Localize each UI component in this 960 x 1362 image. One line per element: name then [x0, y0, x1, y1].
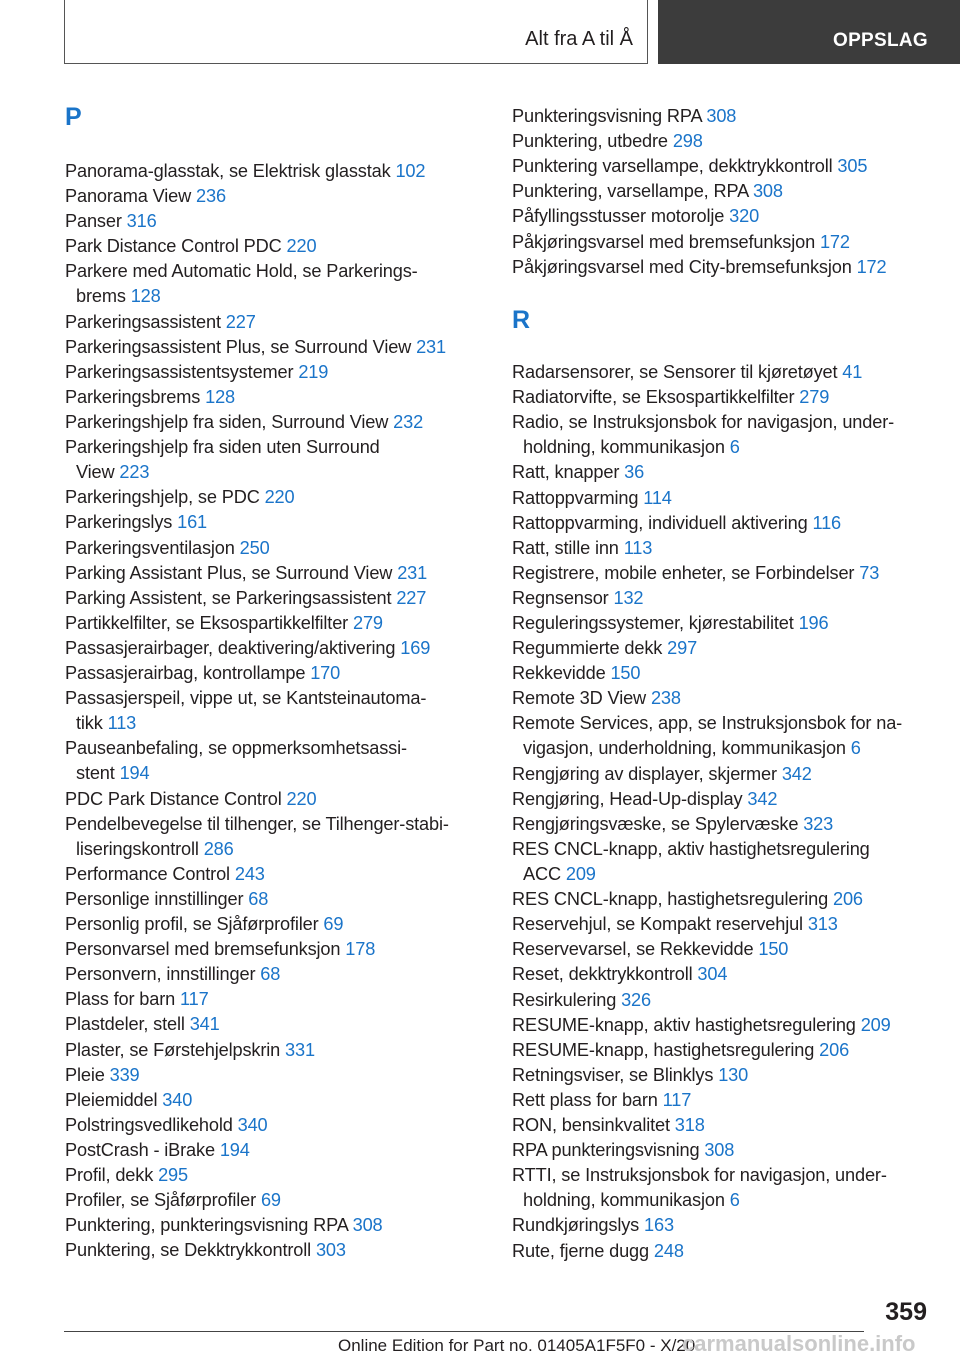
entry-term: RES CNCL-knapp, aktiv hastighetsregulering [512, 838, 870, 859]
index-entry [65, 485, 485, 510]
entry-page-link[interactable]: 117 [662, 1089, 692, 1110]
entry-term: Retningsviser, se Blinklys [512, 1064, 714, 1085]
section-letter: P [65, 103, 82, 131]
index-entry [65, 611, 485, 636]
index-entry [65, 912, 485, 937]
index-entry [512, 988, 952, 1013]
index-entry [65, 310, 485, 335]
index-entry [65, 586, 485, 611]
entry-term: Rengjøringsvæske, se Spylervæske [512, 813, 799, 834]
index-entry [65, 1113, 485, 1138]
entry-term: RESUME-knapp, aktiv hastighetsregulering [512, 1014, 856, 1035]
entry-term: Panser [65, 211, 122, 232]
index-entry [512, 787, 952, 812]
entry-page-link[interactable]: 150 [610, 663, 641, 684]
entry-page-link[interactable]: 308 [706, 106, 737, 126]
watermark: carmanualsonline.info [682, 1331, 916, 1356]
entry-page-link[interactable]: 340 [162, 1089, 193, 1110]
entry-page-link[interactable]: 36 [624, 462, 645, 483]
entry-page-link[interactable]: 150 [758, 939, 789, 960]
index-entry [65, 1088, 485, 1113]
index-entry [65, 259, 485, 309]
entry-term: Parkeringshjelp fra siden uten Surround [65, 437, 380, 458]
index-entry [65, 887, 485, 912]
entry-page-link[interactable]: 308 [752, 181, 783, 202]
entry-term: Reguleringssystemer, kjørestabilitet [512, 613, 794, 633]
index-entry [512, 486, 952, 511]
entry-page-link[interactable]: 68 [260, 964, 281, 985]
entry-term: Radarsensorer, se Sensorer til kjøretøyet [512, 362, 838, 382]
entry-page-link[interactable]: 194 [119, 763, 150, 784]
index-entry [512, 511, 952, 536]
index-entry [65, 1238, 485, 1263]
entry-page-link[interactable]: 323 [803, 813, 834, 834]
entry-page-link[interactable]: 161 [177, 512, 208, 533]
entry-page-link[interactable]: 231 [397, 562, 428, 583]
index-entry [512, 255, 952, 280]
index-entry [65, 736, 485, 786]
entry-term: Rengjøring av displayer, skjermer [512, 763, 777, 784]
entry-term: Parkeringsassistent Plus, se Surround View [65, 336, 412, 357]
entry-term: Rattoppvarming [512, 487, 639, 508]
entry-page-link[interactable]: 340 [237, 1114, 268, 1135]
entry-page-link[interactable]: 298 [672, 131, 703, 152]
entry-term: RPA punkteringsvisning [512, 1140, 700, 1161]
index-entry [512, 837, 952, 887]
entry-page-link[interactable]: 113 [107, 713, 137, 734]
index-entry [65, 209, 485, 234]
index-entry [65, 686, 485, 736]
footer-edition: Online Edition for Part no. 01405A1F5F0 - X/20 [338, 1336, 696, 1355]
entry-page-link[interactable]: 342 [747, 788, 778, 809]
entry-term: Påfyllingsstusser motorolje [512, 206, 725, 227]
entry-page-link[interactable]: 326 [621, 989, 651, 1010]
index-entry [65, 435, 485, 485]
index-entry [65, 862, 485, 887]
entry-term: Polstringsvedlikehold [65, 1114, 233, 1135]
index-entry [65, 536, 485, 561]
entry-term: RON, bensinkvalitet [512, 1115, 670, 1135]
section-label: OPPSLAG [832, 30, 928, 51]
entry-term: Radiatorvifte, se Eksospartikkelfilter [512, 387, 795, 408]
entry-term: Parking Assistant Plus, se Surround View [65, 562, 393, 583]
index-entry [512, 636, 952, 661]
entry-term: Punktering varsellampe, dekktrykkontroll [512, 156, 833, 177]
index-entry [512, 230, 952, 255]
entry-term: RES CNCL-knapp, hastighetsregulering [512, 889, 829, 910]
index-entry [512, 460, 952, 485]
entry-term: Rattoppvarming, individuell aktivering [512, 512, 808, 533]
entry-page-link[interactable]: 320 [729, 206, 760, 227]
entry-term: Ratt, stille inn [512, 537, 619, 558]
entry-page-link[interactable]: 132 [613, 587, 644, 608]
entry-page-link[interactable]: 313 [807, 914, 838, 935]
entry-term: Parkere med Automatic Hold, se Parkerings- [65, 261, 418, 282]
index-entry [65, 962, 485, 987]
entry-page-link[interactable]: 117 [180, 989, 209, 1010]
entry-term: Performance Control [65, 863, 230, 884]
entry-term: Parkeringsassistentsystemer [65, 361, 294, 382]
entry-page-link[interactable]: 279 [352, 612, 383, 633]
page-number: 359 [885, 1298, 927, 1326]
index-entry [65, 661, 485, 686]
index-entry [65, 1012, 485, 1037]
index-entry [65, 410, 485, 435]
entry-term: Profiler, se Sjåførprofiler [65, 1190, 257, 1211]
entry-page-link[interactable]: 220 [264, 487, 295, 508]
entry-term: Regummierte dekk [512, 638, 663, 659]
entry-page-link[interactable]: 114 [643, 487, 672, 508]
entry-term: Pleiemiddel [65, 1089, 158, 1110]
entry-term: Personvern, innstillinger [65, 964, 256, 985]
entry-term: RTTI, se Instruksjonsbok for navigasjon, under- [512, 1165, 887, 1186]
section-tab [658, 0, 960, 64]
entry-page-link[interactable]: 194 [219, 1139, 250, 1160]
entry-term: Panorama-glasstak, se Elektrisk glasstak [65, 161, 391, 181]
entry-term: Punktering, varsellampe, RPA [512, 181, 749, 202]
entry-page-link[interactable]: 113 [623, 537, 653, 558]
entry-term-continued: tikk [76, 713, 103, 734]
entry-term: Parkeringsassistent [65, 311, 221, 332]
chapter-title: Alt fra A til Å [525, 28, 633, 50]
entry-page-link[interactable]: 219 [298, 361, 329, 382]
entry-page-link[interactable]: 41 [842, 362, 863, 382]
entry-page-link[interactable]: 308 [704, 1140, 735, 1161]
entry-page-link[interactable]: 163 [644, 1215, 674, 1236]
index-entry [512, 536, 952, 561]
entry-page-link[interactable]: 209 [860, 1014, 891, 1035]
entry-term: Registrere, mobile enheter, se Forbindelser [512, 562, 855, 583]
entry-term: Parkeringsbrems [65, 386, 201, 407]
entry-term: Ratt, knapper [512, 462, 620, 483]
entry-page-link[interactable]: 243 [234, 863, 265, 884]
entry-page-link[interactable]: 220 [286, 788, 317, 809]
index-entry [512, 1163, 952, 1213]
entry-page-link[interactable]: 69 [323, 914, 344, 934]
index-entry [512, 762, 952, 787]
index-entry [512, 561, 952, 586]
entry-page-link[interactable]: 6 [850, 738, 861, 759]
index-entry [512, 1239, 952, 1264]
entry-term: Plass for barn [65, 989, 176, 1010]
index-entry [512, 962, 952, 987]
entry-page-link[interactable]: 238 [650, 688, 681, 709]
entry-term: PostCrash - iBrake [65, 1139, 215, 1160]
entry-page-link[interactable]: 236 [196, 186, 226, 207]
entry-term: Remote 3D View [512, 688, 647, 709]
index-entry [65, 937, 485, 962]
entry-term: Parkeringshjelp fra siden, Surround View [65, 412, 389, 432]
entry-page-link[interactable]: 206 [833, 889, 863, 910]
entry-page-link[interactable]: 172 [819, 231, 850, 252]
index-entry [512, 1088, 952, 1113]
entry-page-link[interactable]: 342 [781, 763, 812, 784]
entry-term: Regnsensor [512, 587, 609, 608]
index-entry [512, 711, 952, 761]
entry-page-link[interactable]: 223 [119, 462, 150, 483]
entry-term: Remote Services, app, se Instruksjonsbok for na- [512, 713, 903, 734]
entry-term: Rekkevidde [512, 663, 606, 684]
entry-page-link[interactable]: 128 [205, 386, 236, 407]
index-entry [512, 410, 952, 460]
entry-term-continued: liseringskontroll [76, 838, 199, 859]
entry-page-link[interactable]: 227 [396, 587, 427, 608]
entry-term: Pleie [65, 1064, 105, 1085]
entry-page-link[interactable]: 68 [248, 888, 269, 909]
index-entry [512, 204, 952, 229]
index-entry [512, 912, 952, 937]
index-entry [512, 1013, 952, 1038]
entry-term-continued: vigasjon, underholdning, kommunikasjon [523, 738, 846, 759]
header-title-box [64, 0, 648, 64]
entry-page-link[interactable]: 206 [819, 1039, 850, 1060]
entry-term: Parkeringsventilasjon [65, 537, 235, 558]
entry-term: Personvarsel med bremsefunksjon [65, 939, 341, 960]
entry-page-link[interactable]: 130 [718, 1064, 749, 1085]
index-entry [65, 1163, 485, 1188]
entry-term: Reservehjul, se Kompakt reservehjul [512, 914, 803, 935]
entry-term: Punktering, utbedre [512, 131, 668, 152]
section-letter: R [512, 306, 531, 334]
entry-term-continued: brems [76, 286, 126, 307]
index-entry [512, 686, 952, 711]
index-entry [512, 1138, 952, 1163]
entry-term: Radio, se Instruksjonsbok for navigasjon, under- [512, 412, 895, 433]
entry-page-link[interactable]: 6 [729, 1190, 740, 1211]
entry-page-link[interactable]: 308 [352, 1215, 383, 1236]
index-entry [65, 1188, 485, 1213]
entry-term-continued: View [76, 462, 115, 483]
entry-page-link[interactable]: 305 [837, 156, 868, 177]
entry-page-link[interactable]: 220 [286, 236, 317, 257]
entry-page-link[interactable]: 232 [393, 412, 424, 432]
index-entry [65, 360, 485, 385]
entry-term: Punkteringsvisning RPA [512, 106, 702, 126]
entry-term: Reservevarsel, se Rekkevidde [512, 939, 754, 960]
entry-term: Rundkjøringslys [512, 1215, 640, 1236]
entry-term: Pauseanbefaling, se oppmerksomhetsassi- [65, 738, 407, 759]
entry-page-link[interactable]: 73 [859, 562, 880, 583]
entry-term: PDC Park Distance Control [65, 788, 282, 809]
index-entry [65, 1038, 485, 1063]
entry-term: Park Distance Control PDC [65, 236, 282, 257]
entry-page-link[interactable]: 69 [260, 1190, 281, 1211]
entry-term: Parkeringslys [65, 512, 173, 533]
entry-term: Passasjerairbag, kontrollampe [65, 663, 306, 683]
index-entry [65, 561, 485, 586]
index-entry [65, 335, 485, 360]
index-entry [512, 154, 952, 179]
index-entry [65, 159, 485, 184]
index-entry [512, 1113, 952, 1138]
index-entry [65, 510, 485, 535]
entry-term: Panorama View [65, 186, 192, 207]
entry-page-link[interactable]: 169 [400, 637, 431, 658]
index-entry [512, 1038, 952, 1063]
index-entry [512, 812, 952, 837]
entry-term: RESUME-knapp, hastighetsregulering [512, 1039, 815, 1060]
entry-page-link[interactable]: 248 [653, 1240, 684, 1261]
entry-term: Plaster, se Førstehjelpskrin [65, 1039, 281, 1060]
entry-page-link[interactable]: 286 [203, 838, 234, 859]
index-entry [512, 937, 952, 962]
entry-term: Resirkulering [512, 989, 617, 1010]
entry-page-link[interactable]: 279 [799, 387, 830, 408]
entry-term: Passasjerairbager, deaktivering/aktivering [65, 637, 396, 658]
index-entry [512, 179, 952, 204]
index-entry [65, 636, 485, 661]
entry-page-link[interactable]: 250 [239, 537, 270, 558]
index-entry [65, 385, 485, 410]
index-entry [65, 234, 485, 259]
entry-term-continued: stent [76, 763, 115, 784]
entry-term: Personlige innstillinger [65, 888, 244, 909]
entry-term-continued: ACC [523, 863, 561, 884]
entry-term: Plastdeler, stell [65, 1014, 185, 1035]
index-entry [512, 661, 952, 686]
entry-term: Profil, dekk [65, 1165, 154, 1185]
index-entry [512, 385, 952, 410]
entry-term: Passasjerspeil, vippe ut, se Kantsteinautoma- [65, 688, 427, 709]
entry-page-link[interactable]: 227 [225, 311, 256, 332]
entry-term: Partikkelfilter, se Eksospartikkelfilter [65, 612, 349, 633]
entry-term: Rengjøring, Head-Up-display [512, 788, 743, 809]
entry-page-link[interactable]: 209 [565, 863, 596, 884]
index-entry [512, 360, 952, 385]
index-entry [512, 611, 952, 636]
entry-page-link[interactable]: 304 [697, 964, 728, 985]
entry-term: Reset, dekktrykkontroll [512, 964, 693, 985]
index-entry [65, 1213, 485, 1238]
entry-page-link[interactable]: 231 [416, 336, 446, 357]
index-entry [65, 1063, 485, 1088]
entry-page-link[interactable]: 341 [189, 1014, 220, 1035]
index-entry [512, 104, 952, 129]
index-entry [65, 1138, 485, 1163]
entry-term: Pendelbevegelse til tilhenger, se Tilhenger-stabi- [65, 813, 449, 834]
entry-page-link[interactable]: 6 [729, 437, 740, 458]
entry-page-link[interactable]: 102 [395, 161, 426, 181]
index-entry [65, 184, 485, 209]
entry-page-link[interactable]: 196 [798, 613, 829, 633]
index-entry [65, 812, 485, 862]
entry-page-link[interactable]: 172 [856, 256, 887, 277]
entry-page-link[interactable]: 318 [674, 1115, 705, 1135]
entry-term: Punktering, se Dekktrykkontroll [65, 1240, 312, 1261]
entry-page-link[interactable]: 303 [315, 1240, 346, 1261]
entry-term: Personlig profil, se Sjåførprofiler [65, 914, 319, 934]
index-entry [512, 1063, 952, 1088]
entry-term: Rute, fjerne dugg [512, 1240, 649, 1261]
entry-page-link[interactable]: 295 [158, 1165, 188, 1185]
index-entry [65, 787, 485, 812]
entry-term: Påkjøringsvarsel med bremsefunksjon [512, 231, 816, 252]
entry-page-link[interactable]: 331 [285, 1039, 315, 1060]
index-entry [65, 987, 485, 1012]
entry-page-link[interactable]: 116 [812, 512, 842, 533]
index-entry [512, 129, 952, 154]
index-entry [512, 887, 952, 912]
entry-term-continued: holdning, kommunikasjon [523, 437, 725, 458]
entry-page-link[interactable]: 316 [126, 211, 157, 232]
entry-page-link[interactable]: 339 [109, 1064, 140, 1085]
entry-page-link[interactable]: 178 [345, 939, 376, 960]
entry-term-continued: holdning, kommunikasjon [523, 1190, 725, 1211]
entry-term: Rett plass for barn [512, 1089, 658, 1110]
entry-term: Parkeringshjelp, se PDC [65, 487, 260, 508]
index-entry [512, 1213, 952, 1238]
entry-term: Påkjøringsvarsel med City-bremsefunksjon [512, 256, 852, 277]
entry-page-link[interactable]: 297 [667, 638, 698, 659]
entry-page-link[interactable]: 170 [310, 663, 341, 683]
index-entry [512, 586, 952, 611]
entry-term: Parking Assistent, se Parkeringsassistent [65, 587, 392, 608]
entry-term: Punktering, punkteringsvisning RPA [65, 1215, 348, 1236]
entry-page-link[interactable]: 128 [130, 286, 161, 307]
